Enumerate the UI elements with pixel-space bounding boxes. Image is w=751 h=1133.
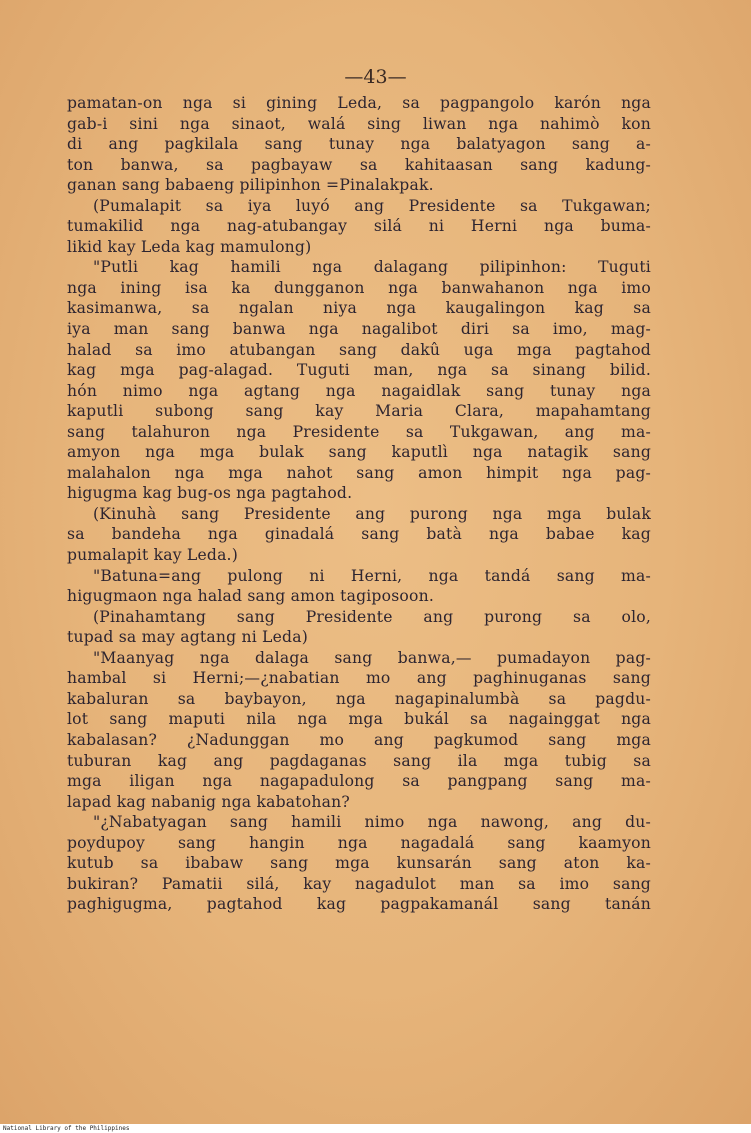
text-line: higugma kag bug-os nga pagtahod.	[67, 484, 353, 503]
text-line: "Maanyag nga dalaga sang banwa,— pumadayon pag-	[93, 648, 651, 667]
text-line: poydupoy sang hangin nga nagadalá sang kaamyon	[67, 833, 651, 852]
text-line: (Kinuhà sang Presidente ang purong nga mga bulak	[93, 504, 651, 523]
text-line: kasimanwa, sa ngalan niya nga kaugalingon kag sa	[67, 299, 651, 318]
text-line: mga iligan nga nagapadulong sa pangpang sang ma-	[67, 772, 651, 791]
text-line: kaputli subong sang kay Maria Clara, mapahamtang	[67, 402, 651, 421]
text-line: likid kay Leda kag mamulong)	[67, 237, 312, 256]
text-line: hambal si Herni;—¿nabatian mo ang paghinuganas sang	[67, 669, 651, 688]
text-line: iya man sang banwa nga nagalibot diri sa imo, mag-	[67, 320, 651, 339]
text-line: sa bandeha nga ginadalá sang batà nga babae kag	[67, 525, 651, 544]
text-line: tuburan kag ang pagdaganas sang ila mga tubig sa	[67, 751, 651, 770]
text-line: ganan sang babaeng pilipinhon =Pinalakpak.	[67, 176, 434, 195]
page-number: —43—	[344, 66, 407, 88]
text-line: "Putli kag hamili nga dalagang pilipinhon: Tuguti	[93, 258, 651, 277]
text-line: pamatan-on nga si gining Leda, sa pagpangolo karón nga	[67, 94, 651, 112]
text-line: lapad kag nabanig nga kabatohan?	[67, 792, 350, 811]
library-footer: National Library of the Philippines	[0, 1124, 751, 1133]
text-line: tumakilid nga nag-atubangay silá ni Herni nga buma-	[67, 217, 651, 236]
text-line: pumalapit kay Leda.)	[67, 546, 239, 565]
text-line: tupad sa may agtang ni Leda)	[67, 628, 308, 647]
text-line: kag mga pag-alagad. Tuguti man, nga sa sinang bilid.	[67, 361, 651, 380]
text-line: bukiran? Pamatii silá, kay nagadulot man sa imo sang	[67, 874, 651, 893]
text-line: gab-i sini nga sinaot, walá sing liwan nga nahimò kon	[67, 114, 651, 133]
text-line: (Pinahamtang sang Presidente ang purong sa olo,	[93, 607, 651, 626]
text-line: "Batuna=ang pulong ni Herni, nga tandá sang ma-	[93, 566, 651, 585]
text-line: ton banwa, sa pagbayaw sa kahitaasan sang kadung-	[67, 155, 651, 174]
text-line: malahalon nga mga nahot sang amon himpit nga pag-	[67, 463, 651, 482]
text-line: (Pumalapit sa iya luyó ang Presidente sa Tukgawan;	[93, 196, 651, 215]
body-text	[67, 93, 651, 915]
text-line: di ang pagkilala sang tunay nga balatyagon sang a-	[67, 135, 651, 154]
text-line: sang talahuron nga Presidente sa Tukgawan, ang ma-	[67, 422, 651, 441]
text-line: kabaluran sa baybayon, nga nagapinalumbà sa pagdu-	[67, 689, 651, 708]
text-line: nga ining isa ka dungganon nga banwahanon nga imo	[67, 278, 651, 297]
text-line: hón nimo nga agtang nga nagaidlak sang tunay nga	[67, 381, 651, 400]
text-line: halad sa imo atubangan sang dakû uga mga pagtahod	[67, 340, 651, 359]
text-line: paghigugma, pagtahod kag pagpakamanál sang tanán	[67, 895, 651, 914]
text-line: lot sang maputi nila nga mga bukál sa nagainggat nga	[67, 710, 651, 729]
text-line: "¿Nabatyagan sang hamili nimo nga nawong, ang du-	[93, 813, 651, 832]
text-line: kabalasan? ¿Nadunggan mo ang pagkumod sang mga	[67, 730, 651, 749]
text-line: kutub sa ibabaw sang mga kunsarán sang aton ka-	[67, 854, 651, 873]
text-line: amyon nga mga bulak sang kaputlì nga natagik sang	[67, 443, 651, 462]
text-line: higugmaon nga halad sang amon tagiposoon.	[67, 587, 434, 606]
